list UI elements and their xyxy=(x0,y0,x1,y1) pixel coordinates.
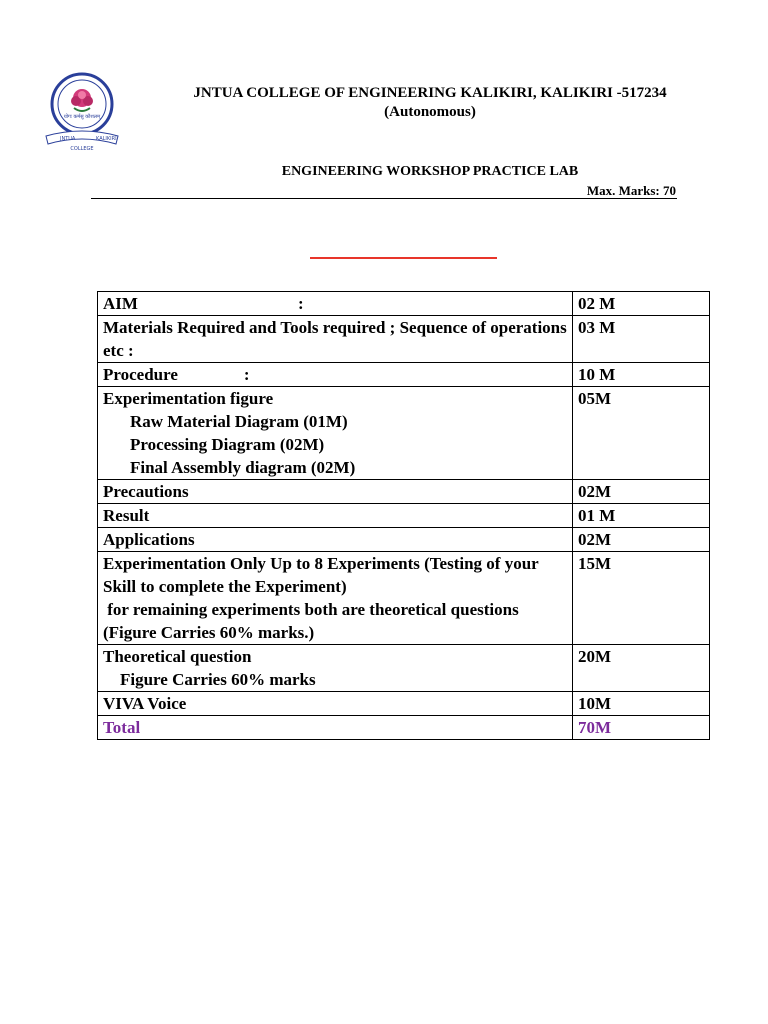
svg-text:COLLEGE: COLLEGE xyxy=(70,146,94,152)
svg-text:KALIKIRI: KALIKIRI xyxy=(96,136,117,142)
table-row xyxy=(98,552,710,645)
rose-icon xyxy=(71,89,93,111)
header-divider xyxy=(91,198,677,199)
row-label: VIVA Voice xyxy=(98,692,573,716)
table-row xyxy=(98,480,710,504)
table-row xyxy=(98,316,710,363)
row-label: Precautions xyxy=(98,480,573,504)
table-row xyxy=(98,692,710,716)
total-marks: 70M xyxy=(573,716,710,740)
row-sub-item: Processing Diagram (02M) xyxy=(130,435,325,454)
row-marks: 05M xyxy=(573,387,710,480)
row-label-continued: for remaining experiments both are theoretical questions (Figure Carries 60% marks.) xyxy=(103,600,523,642)
row-marks: 10 M xyxy=(573,363,710,387)
college-header xyxy=(140,84,720,122)
row-marks: 20M xyxy=(573,645,710,692)
lab-title: ENGINEERING WORKSHOP PRACTICE LAB xyxy=(281,164,579,179)
autonomous-status: (Autonomous) xyxy=(384,104,476,120)
row-label: Experimentation figure xyxy=(103,389,274,408)
row-sub-item: Raw Material Diagram (01M) xyxy=(130,412,348,431)
table-row xyxy=(98,387,710,480)
max-marks: Max. Marks: 70 xyxy=(586,183,676,198)
table-row xyxy=(98,645,710,692)
svg-text:JNTUA: JNTUA xyxy=(60,136,76,142)
row-sub-item: Final Assembly diagram (02M) xyxy=(130,458,356,477)
table-row xyxy=(98,528,710,552)
college-logo xyxy=(40,70,124,154)
table-row xyxy=(98,504,710,528)
row-colon: : xyxy=(297,294,304,313)
college-name: JNTUA COLLEGE OF ENGINEERING KALIKIRI, KALIKIRI -517234 xyxy=(193,85,667,101)
row-colon: : xyxy=(243,365,250,384)
row-marks: 02 M xyxy=(573,292,710,316)
row-label: Procedure xyxy=(103,365,178,384)
total-label: Total xyxy=(98,716,573,740)
row-marks: 15M xyxy=(573,552,710,645)
row-label: AIM xyxy=(103,294,138,313)
row-sub-item: Figure Carries 60% marks xyxy=(120,670,316,689)
svg-text:योगः कर्मसु कौशलम्: योगः कर्मसु कौशलम् xyxy=(63,114,101,120)
row-label: Experimentation Only Up to 8 Experiments (Testing of your Skill to complete the Experiment) xyxy=(103,554,539,596)
row-marks: 03 M xyxy=(573,316,710,363)
row-marks: 01 M xyxy=(573,504,710,528)
row-marks: 10M xyxy=(573,692,710,716)
table-row xyxy=(98,292,710,316)
row-marks: 02M xyxy=(573,528,710,552)
row-label: Materials Required and Tools required ; Sequence of operations etc : xyxy=(98,316,573,363)
row-label: Theoretical question xyxy=(103,647,252,666)
table-row xyxy=(98,363,710,387)
row-label: Applications xyxy=(98,528,573,552)
marks-table xyxy=(97,291,710,740)
row-marks: 02M xyxy=(573,480,710,504)
table-row-total xyxy=(98,716,710,740)
red-underline xyxy=(310,257,497,259)
row-label: Result xyxy=(98,504,573,528)
